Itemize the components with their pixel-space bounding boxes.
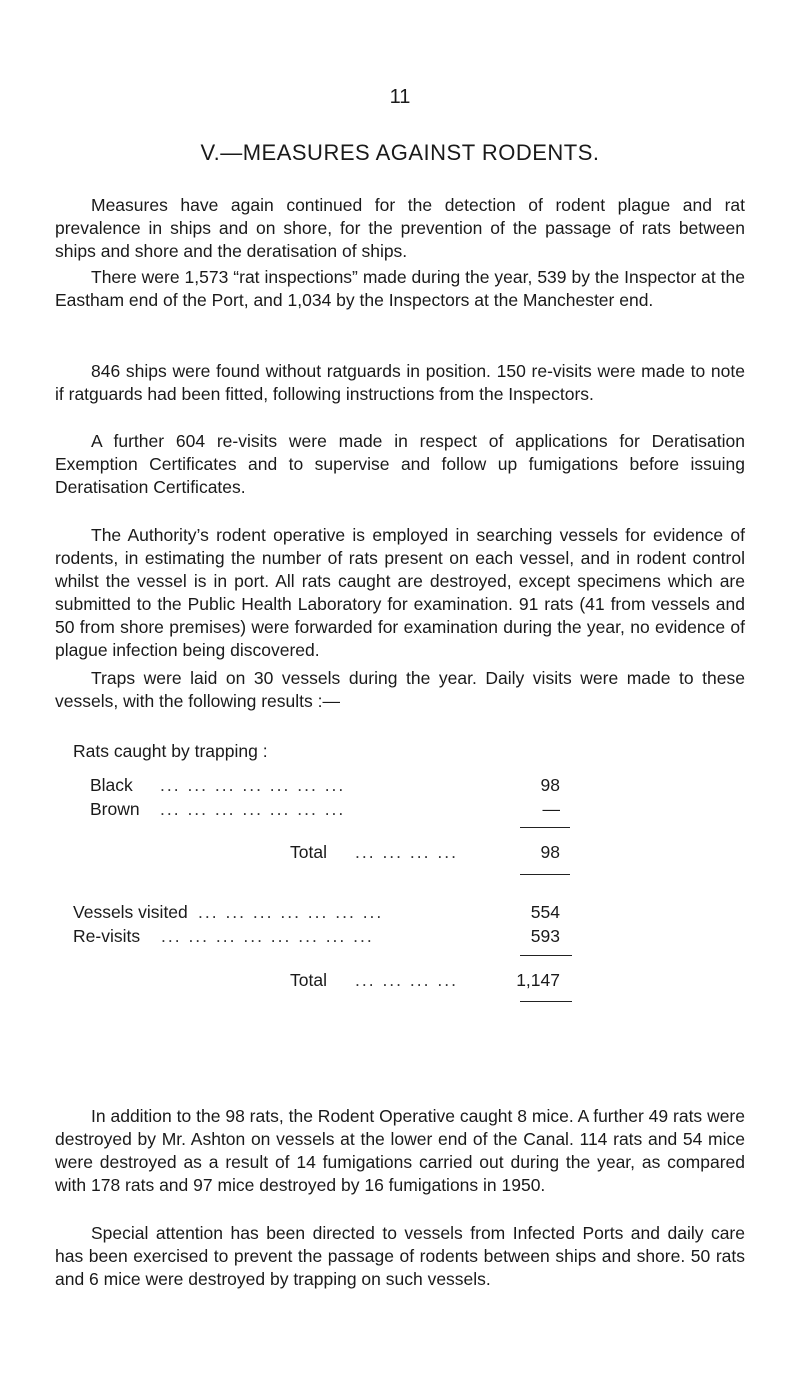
leader-dots: ... ... ... ... ... ... ...	[198, 902, 384, 922]
paragraph-additional: In addition to the 98 rats, the Rodent Operative caught 8 mice. A further 49 rats were destroyed by Mr. Ashton on vessels at the lower end of the Canal. 114 rats and 54 mice were destroyed as a result of 14 fumigations carried out during the year, as compared with 178 rats and 97 mice destroyed by 16 fumigations in 1950.	[55, 1106, 745, 1195]
table-row-brown	[90, 799, 580, 822]
brown-label: Brown	[90, 799, 140, 819]
trapping-table-title: Rats caught by trapping :	[73, 741, 268, 761]
paragraph-measures: Measures have again continued for the detection of rodent plague and rat prevalence in ships and on shore, for the prevention of the passage of rats between ships and shore and the deratisation of ships.	[55, 195, 745, 261]
total-rule	[520, 1001, 572, 1002]
revisits-value: 593	[530, 926, 560, 946]
paragraph-traps: Traps were laid on 30 vessels during the year. Daily visits were made to these vessels, with the following results :—	[55, 668, 745, 711]
paragraph-revisits: A further 604 re-visits were made in respect of applications for Deratisation Exemption Certificates and to supervise and follow up fumigations before issuing Deratisation Certificates.	[55, 431, 745, 497]
total-rule	[520, 955, 572, 956]
leader-dots: ... ... ... ... ... ... ...	[160, 799, 346, 819]
table-row-black	[90, 775, 580, 798]
total-label: Total	[290, 970, 327, 990]
paragraph-ratguards: 846 ships were found without ratguards in position. 150 re-visits were made to note if ratguards had been fitted, following instructions from the Inspectors.	[55, 361, 745, 404]
total-rats-value: 98	[540, 842, 560, 862]
brown-value: —	[542, 799, 560, 819]
total-visits-value: 1,147	[516, 970, 560, 990]
total-label: Total	[290, 842, 327, 862]
paragraph-inspections: There were 1,573 “rat inspections” made during the year, 539 by the Inspector at the Eastham end of the Port, and 1,034 by the Inspectors at the Manchester end.	[55, 267, 745, 310]
vessels-label: Vessels visited	[73, 902, 188, 922]
table-row-vessels	[73, 902, 583, 925]
table-row-total-rats	[90, 842, 580, 865]
page-number: 11	[389, 86, 411, 108]
total-rule	[520, 874, 570, 875]
revisits-label: Re-visits	[73, 926, 141, 946]
table-row-total-visits	[73, 970, 583, 993]
paragraph-rodent-operative: The Authority’s rodent operative is employed in searching vessels for evidence of rodents, in estimating the number of rats present on each vessel, and in rodent control whilst the vessel is in port. All rats caught are destroyed, except specimens which are submitted to the Public Health Laboratory for examination. 91 rats (41 from vessels and 50 from shore premises) were forwarded for examination during the year, no evidence of plague infection being discovered.	[55, 525, 745, 660]
leader-dots: ... ... ... ... ... ... ...	[160, 775, 346, 795]
paragraph-special-attention: Special attention has been directed to vessels from Infected Ports and daily care has been exercised to prevent the passage of rodents between ships and shore. 50 rats and 6 mice were destroyed by trapping on such vessels.	[55, 1223, 745, 1289]
leader-dots: ... ... ... ... ... ... ... ...	[161, 926, 374, 946]
vessels-value: 554	[530, 902, 560, 922]
black-label: Black	[90, 775, 133, 795]
leader-dots: ... ... ... ...	[355, 842, 458, 862]
leader-dots: ... ... ... ...	[355, 970, 458, 990]
black-value: 98	[540, 775, 560, 795]
section-heading: V.—MEASURES AGAINST RODENTS.	[200, 140, 600, 165]
table-row-revisits	[73, 926, 583, 949]
total-rule	[520, 827, 570, 828]
